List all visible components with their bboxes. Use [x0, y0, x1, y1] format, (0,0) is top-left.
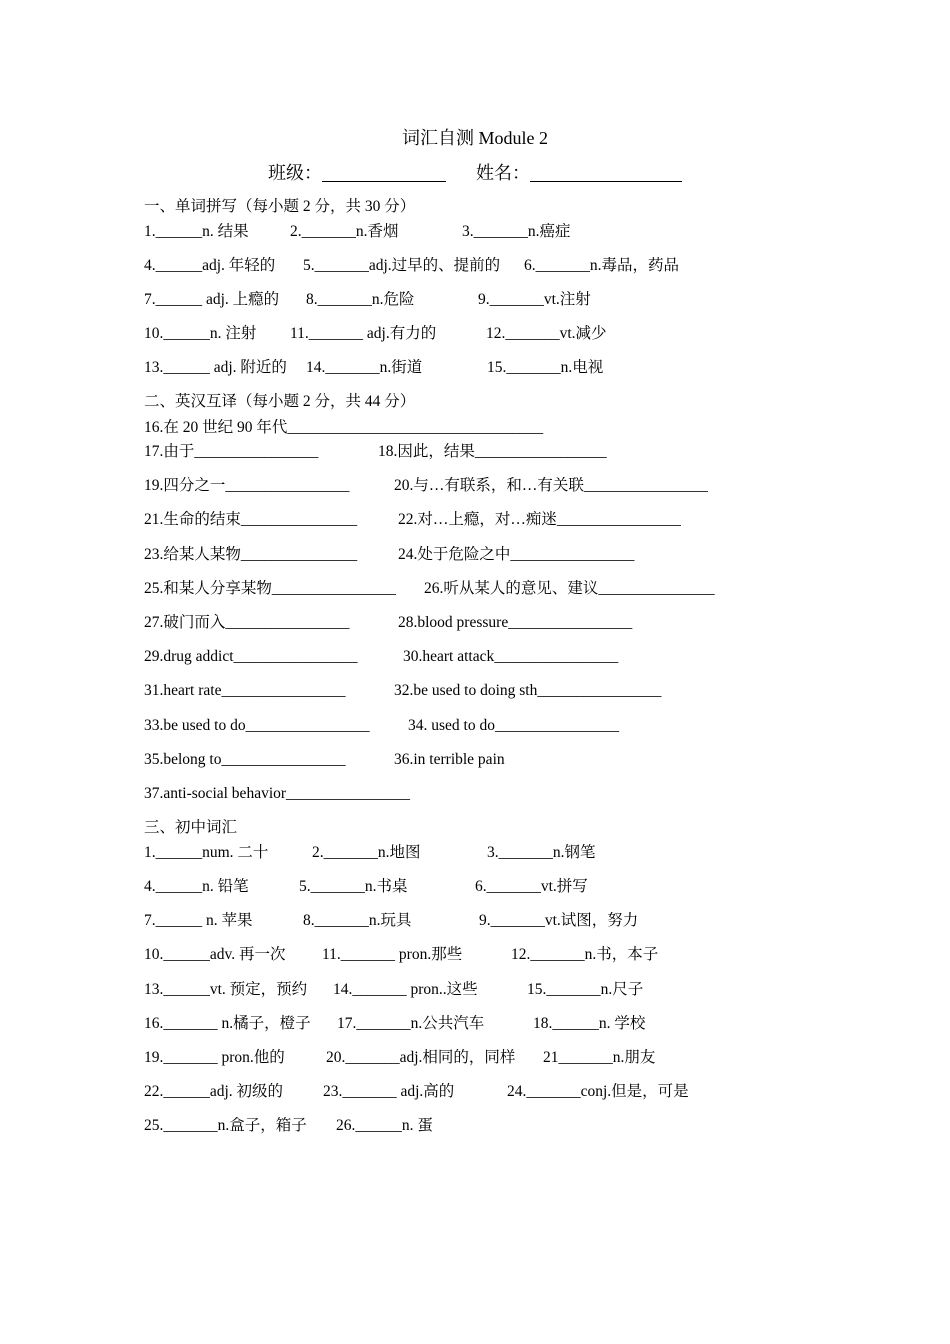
part3-item: 20._______adj.相同的，同样 [326, 1049, 516, 1066]
part3-item: 10.______adv. 再一次 [144, 946, 286, 963]
part2-row [144, 613, 633, 633]
part2-row [144, 750, 505, 770]
part2-item: 23.给某人某物_______________ [144, 546, 358, 563]
part3-item: 17._______n.公共汽车 [337, 1015, 485, 1032]
part1-row [144, 324, 607, 344]
part3-row [144, 1116, 433, 1136]
part3-item: 15._______n.尺子 [527, 981, 644, 998]
part3-item: 18.______n. 学校 [533, 1015, 646, 1032]
part3-item: 16._______ n.橘子，橙子 [144, 1015, 311, 1032]
part3-item: 26.______n. 蛋 [336, 1117, 433, 1134]
part3-item: 2._______n.地图 [312, 844, 421, 861]
part3-item: 19._______ pron.他的 [144, 1049, 285, 1066]
part2-item: 26.听从某人的意见、建议_______________ [424, 580, 715, 597]
part2-row [144, 784, 411, 804]
part3-item: 4.______n. 铅笔 [144, 878, 249, 895]
part1-item: 11._______ adj.有力的 [290, 325, 437, 342]
part3-item: 3._______n.钢笔 [487, 844, 596, 861]
part2-item: 34. used to do________________ [408, 717, 619, 734]
part3-row [144, 877, 588, 897]
part2-item: 31.heart rate________________ [144, 682, 346, 699]
part2-item: 36.in terrible pain [394, 751, 505, 768]
section-1-heading: 一、单词拼写（每小题 2 分，共 30 分） [144, 198, 416, 215]
part3-row [144, 843, 596, 863]
part1-item: 5._______adj.过早的、提前的 [303, 257, 501, 274]
part3-row [144, 1048, 656, 1068]
part2-row [144, 647, 619, 667]
part3-row [144, 945, 659, 965]
section-2-heading: 二、英汉互译（每小题 2 分，共 44 分） [144, 393, 416, 410]
part3-item: 24._______conj.但是，可是 [507, 1083, 689, 1100]
part2-item: 25.和某人分享某物________________ [144, 580, 396, 597]
part2-item: 17.由于________________ [144, 443, 319, 460]
part3-row [144, 911, 639, 931]
name-label: 姓名： [476, 163, 530, 183]
part2-item: 16.在 20 世纪 90 年代_________________________________ [144, 419, 544, 436]
part1-item: 13.______ adj. 附近的 [144, 359, 287, 376]
part1-item: 8._______n.危险 [306, 291, 415, 308]
class-blank [322, 163, 446, 182]
part3-item: 22.______adj. 初级的 [144, 1083, 284, 1100]
part1-item: 14._______n.街道 [306, 359, 423, 376]
part2-row [144, 579, 715, 599]
part2-item: 28.blood pressure________________ [398, 614, 633, 631]
part2-item: 20.与…有联系，和…有关联________________ [394, 477, 708, 494]
part3-item: 14._______ pron..这些 [333, 981, 478, 998]
class-label: 班级： [268, 163, 322, 183]
part2-item: 24.处于危险之中________________ [398, 546, 635, 563]
part2-row [144, 510, 681, 530]
part3-row [144, 980, 644, 1000]
worksheet-title: 词汇自测 Module 2 [402, 128, 548, 148]
part3-item: 23._______ adj.高的 [323, 1083, 455, 1100]
part1-item: 1.______n. 结果 [144, 223, 249, 240]
part2-item: 35.belong to________________ [144, 751, 346, 768]
part1-item: 12._______vt.减少 [486, 325, 607, 342]
part2-item: 30.heart attack________________ [403, 648, 619, 665]
part1-row [144, 290, 591, 310]
part2-item: 21.生命的结束_______________ [144, 511, 358, 528]
part2-row [144, 476, 708, 496]
part2-item: 32.be used to doing sth________________ [394, 682, 662, 699]
part2-row [144, 681, 662, 701]
section-3-heading: 三、初中词汇 [144, 819, 238, 836]
part3-item: 7.______ n. 苹果 [144, 912, 253, 929]
part2-item: 19.四分之一________________ [144, 477, 350, 494]
part3-item: 9._______vt.试图，努力 [479, 912, 639, 929]
part2-row [144, 418, 544, 438]
part2-item: 29.drug addict________________ [144, 648, 358, 665]
part1-item: 6._______n.毒品，药品 [524, 257, 680, 274]
part2-item: 33.be used to do________________ [144, 717, 370, 734]
part3-row [144, 1082, 689, 1102]
part2-item: 27.破门而入________________ [144, 614, 350, 631]
part1-item: 7.______ adj. 上瘾的 [144, 291, 280, 308]
part1-row [144, 222, 571, 242]
part3-item: 25._______n.盒子，箱子 [144, 1117, 307, 1134]
student-info [0, 159, 950, 185]
part1-item: 10.______n. 注射 [144, 325, 257, 342]
part3-item: 21_______n.朋友 [543, 1049, 656, 1066]
part1-item: 2._______n.香烟 [290, 223, 399, 240]
part3-item: 13.______vt. 预定，预约 [144, 981, 308, 998]
part1-row [144, 256, 680, 276]
part3-item: 1.______num. 二十 [144, 844, 269, 861]
part2-item: 37.anti-social behavior________________ [144, 785, 411, 802]
part3-item: 12._______n.书，本子 [511, 946, 659, 963]
part2-item: 22.对…上瘾，对…痴迷________________ [398, 511, 681, 528]
part3-item: 6._______vt.拼写 [475, 878, 588, 895]
name-blank [530, 163, 682, 182]
part1-item: 9._______vt.注射 [478, 291, 591, 308]
part3-item: 11._______ pron.那些 [322, 946, 463, 963]
part3-item: 5._______n.书桌 [299, 878, 408, 895]
part3-item: 8._______n.玩具 [303, 912, 412, 929]
part1-item: 3._______n.癌症 [462, 223, 571, 240]
part2-row [144, 716, 619, 736]
part2-item: 18.因此，结果_________________ [378, 443, 607, 460]
part1-item: 4.______adj. 年轻的 [144, 257, 276, 274]
part3-row [144, 1014, 646, 1034]
part1-item: 15._______n.电视 [487, 359, 604, 376]
part2-row [144, 545, 635, 565]
part2-row [144, 442, 607, 462]
part1-row [144, 358, 604, 378]
